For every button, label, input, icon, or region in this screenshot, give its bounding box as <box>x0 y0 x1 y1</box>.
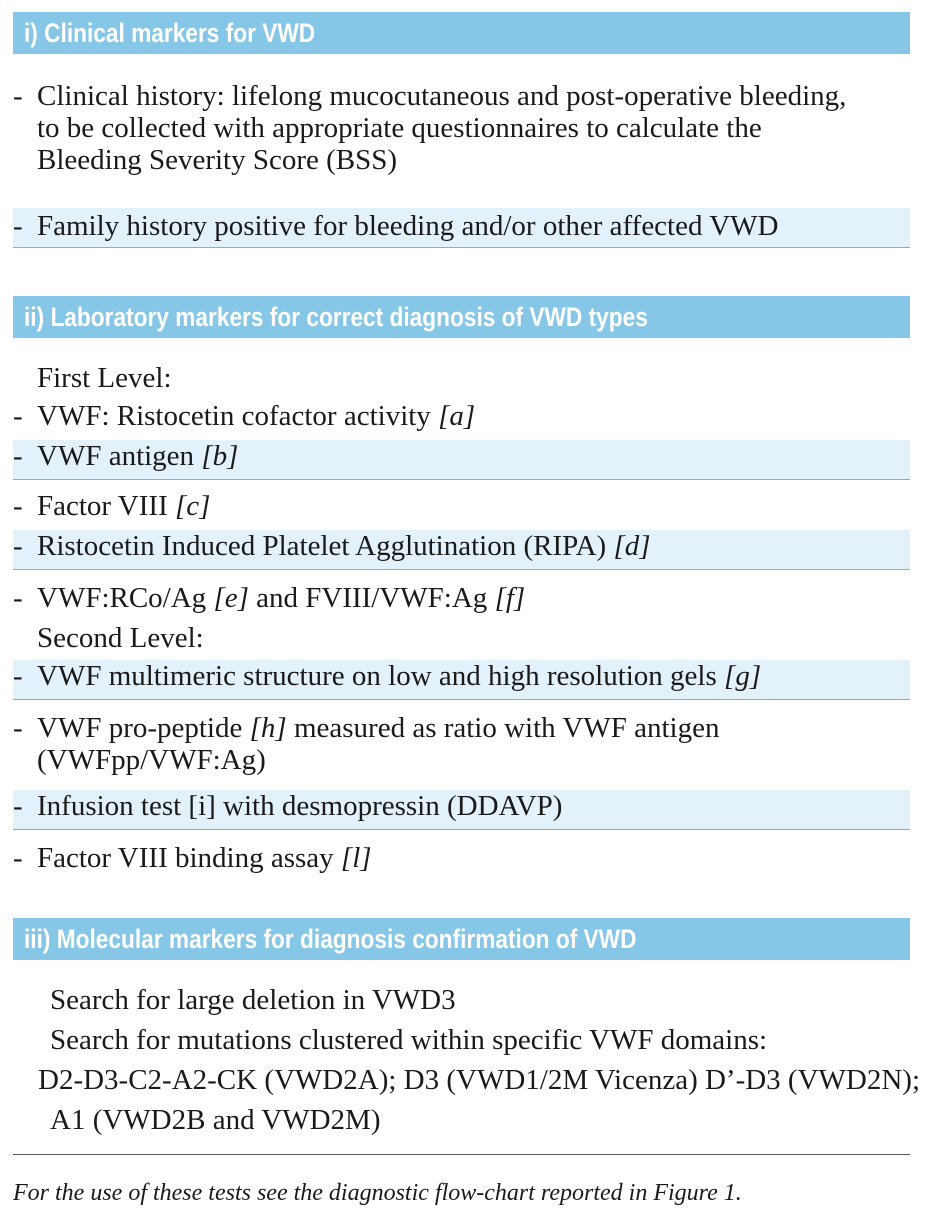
molecular-line-2: Search for mutations clustered within specific VWF domains: <box>50 1024 768 1056</box>
section-heading-laboratory: ii) Laboratory markers for correct diagnosis of VWD types <box>13 296 910 338</box>
list-item-multimeric-structure: - VWF multimeric structure on low and high resolution gels [g] <box>13 660 910 700</box>
list-item-family-history: - Family history positive for bleeding and/or other affected VWD <box>13 208 910 248</box>
list-item-rco-ag-ratio: - VWF:RCo/Ag [e] and FVIII/VWF:Ag [f] <box>13 582 526 614</box>
list-item-ripa: - Ristocetin Induced Platelet Agglutination (RIPA) [d] <box>13 530 910 570</box>
bullet-dash: - <box>13 210 23 242</box>
footer-divider <box>13 1154 910 1155</box>
footer-note: For the use of these tests see the diagnostic flow-chart reported in Figure 1. <box>13 1180 742 1206</box>
list-item-infusion-test: - Infusion test [i] with desmopressin (DDAVP) <box>13 790 910 830</box>
list-item-ristocetin-cofactor: - VWF: Ristocetin cofactor activity [a] <box>13 400 476 432</box>
second-level-label: Second Level: <box>37 622 204 654</box>
list-item-factor-viii: - Factor VIII [c] <box>13 490 211 522</box>
list-item-fviii-binding: - Factor VIII binding assay [l] <box>13 842 372 874</box>
first-level-label: First Level: <box>37 362 172 394</box>
bullet-dash: - <box>13 80 23 112</box>
molecular-line-3: D2-D3-C2-A2-CK (VWD2A); D3 (VWD1/2M Vicenza) D’-D3 (VWD2N); <box>38 1064 921 1096</box>
list-item-pro-peptide: - VWF pro-peptide [h] measured as ratio with VWF antigen (VWFpp/VWF:Ag) <box>13 712 720 776</box>
molecular-line-1: Search for large deletion in VWD3 <box>50 984 456 1016</box>
list-item-vwf-antigen: - VWF antigen [b] <box>13 440 910 480</box>
section-heading-clinical: i) Clinical markers for VWD <box>13 12 910 54</box>
molecular-line-4: A1 (VWD2B and VWD2M) <box>50 1104 381 1136</box>
section-heading-molecular: iii) Molecular markers for diagnosis confirmation of VWD <box>13 918 910 960</box>
list-item-clinical-history: - Clinical history: lifelong mucocutaneous and post-operative bleeding, to be collected with appropriate questionnaires to calculate the Bleeding Severity Score (BSS) <box>13 80 847 176</box>
